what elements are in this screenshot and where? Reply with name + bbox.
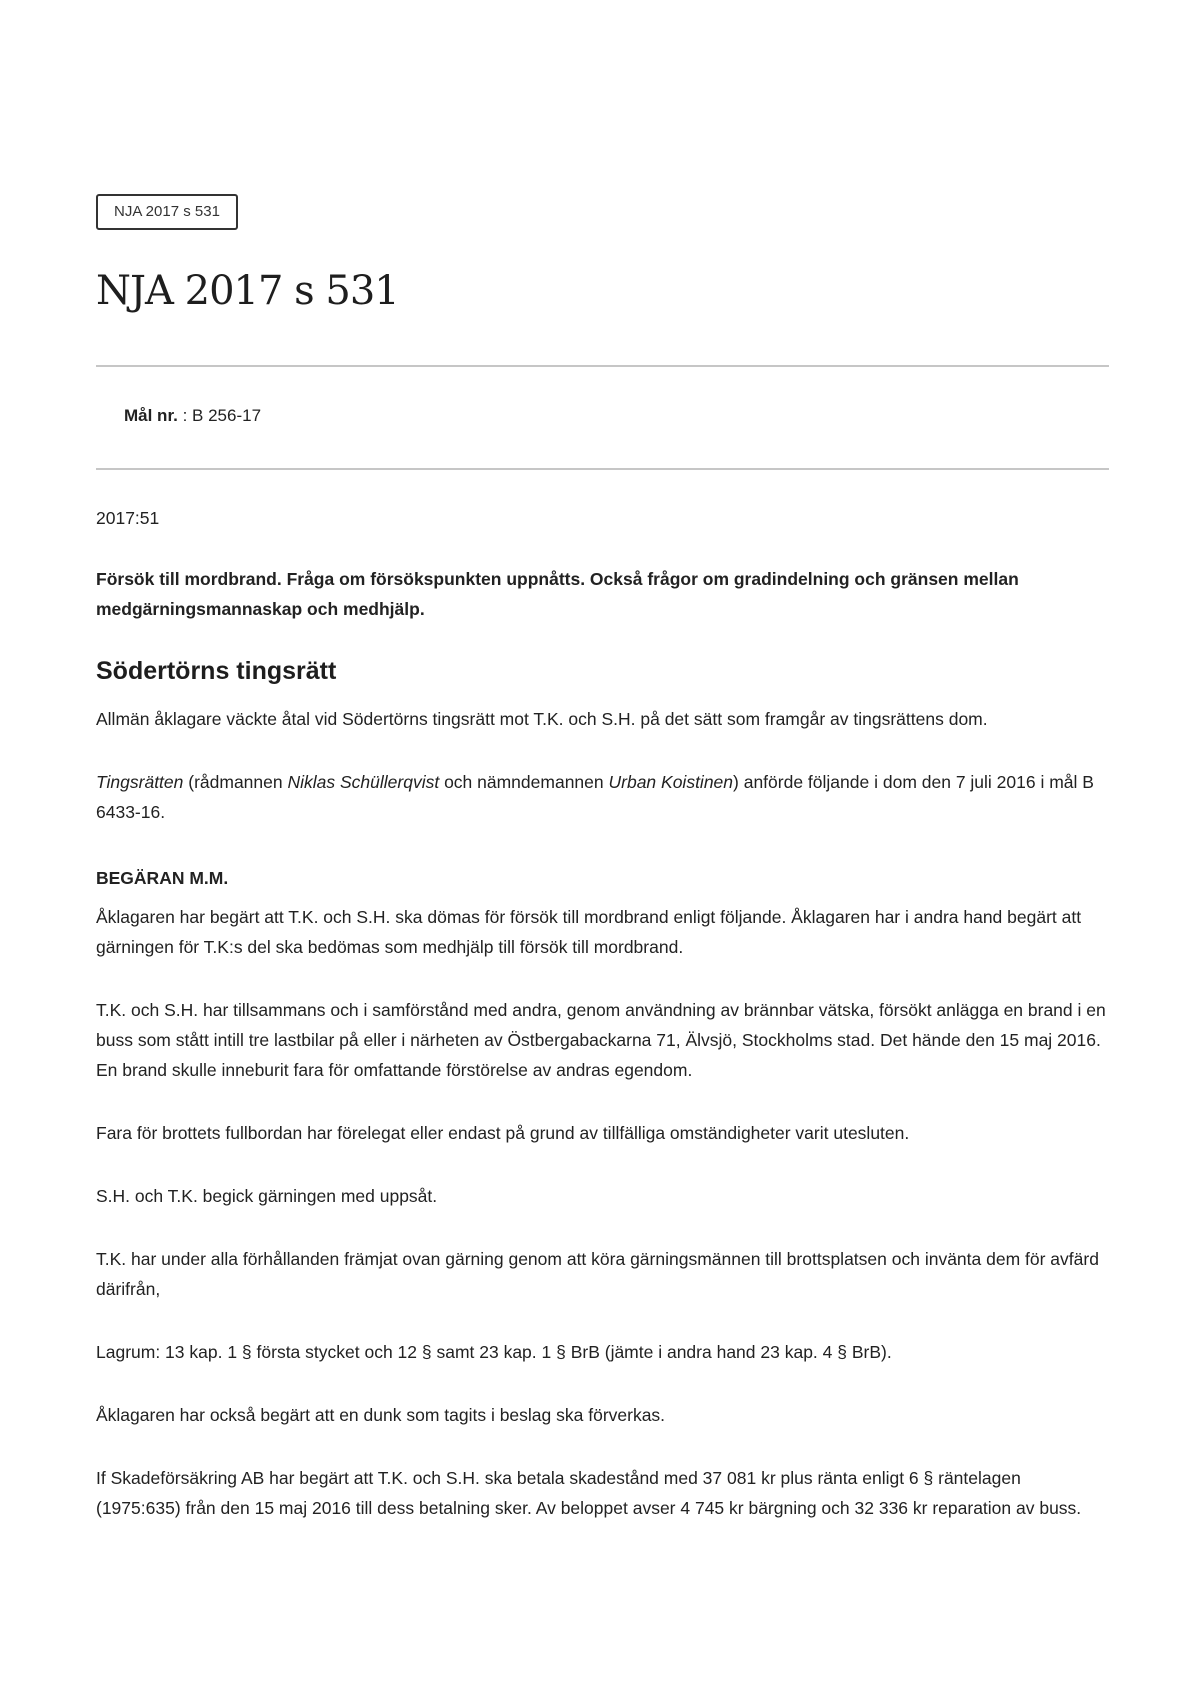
case-number	[124, 404, 261, 428]
section-heading: Södertörns tingsrätt	[96, 657, 337, 685]
body-paragraph: Åklagaren har begärt att T.K. och S.H. ska dömas för försök till mordbrand enligt följande. Åklagaren har i andra hand begärt att gärningen för T.K:s del ska bedömas som medhjälp till försök till mordbrand.	[96, 907, 1082, 957]
case-number-separator: :	[177, 406, 193, 425]
case-number-value: B 256-17	[192, 406, 262, 425]
case-number-label: Mål nr.	[124, 406, 178, 425]
court-composition: Tingsrätten (rådmannen Niklas Schüllerqvist och nämndemannen Urban Koistinen) anförde följande i dom den 7 juli 2016 i mål B 6433-16.	[96, 772, 1094, 822]
case-summary: Försök till mordbrand. Fråga om försökspunkten uppnåtts. Också frågor om gradindelning och gränsen mellan medgärningsmannaskap och medhjälp.	[96, 569, 1019, 619]
body-paragraph: T.K. har under alla förhållanden främjat ovan gärning genom att köra gärningsmännen till brottsplatsen och invänta dem för avfärd därifrån,	[96, 1249, 1099, 1299]
intro-paragraph: Allmän åklagare väckte åtal vid Södertörns tingsrätt mot T.K. och S.H. på det sätt som framgår av tingsrättens dom.	[96, 709, 988, 729]
lay-judge-name: Urban Koistinen	[608, 772, 734, 792]
body-paragraph: S.H. och T.K. begick gärningen med uppsåt.	[96, 1186, 438, 1206]
divider-bottom	[96, 468, 1109, 470]
page-title: NJA 2017 s 531	[96, 268, 399, 314]
reference-badge: NJA 2017 s 531	[96, 194, 238, 230]
body-paragraph: If Skadeförsäkring AB har begärt att T.K. och S.H. ska betala skadestånd med 37 081 kr plus ränta enligt 6 § räntelagen (1975:635) från den 15 maj 2016 till dess betalning sker. Av beloppet avser 4 745 kr bärgning och 32 336 kr reparation av buss.	[96, 1468, 1082, 1518]
document-body	[96, 503, 1109, 1556]
body-paragraph: Lagrum: 13 kap. 1 § första stycket och 12 § samt 23 kap. 1 § BrB (jämte i andra hand 23 kap. 4 § BrB).	[96, 1342, 892, 1362]
case-reference: 2017:51	[96, 508, 160, 528]
body-paragraph: T.K. och S.H. har tillsammans och i samförstånd med andra, genom användning av brännbar vätska, försökt anlägga en brand i en buss som stått intill tre lastbilar på eller i närheten av Östbergabackarna 71, Älvsjö, Stockholms stad. Det hände den 15 maj 2016. En brand skulle inneburit fara för omfattande förstörelse av andras egendom.	[96, 1000, 1106, 1080]
body-paragraph: Åklagaren har också begärt att en dunk som tagits i beslag ska förverkas.	[96, 1405, 666, 1425]
court-name: Tingsrätten	[96, 772, 184, 792]
subheading: BEGÄRAN M.M.	[96, 868, 229, 888]
judge-name: Niklas Schüllerqvist	[287, 772, 440, 792]
divider-top	[96, 365, 1109, 367]
body-paragraph: Fara för brottets fullbordan har förelegat eller endast på grund av tillfälliga omständigheter varit utesluten.	[96, 1123, 910, 1143]
